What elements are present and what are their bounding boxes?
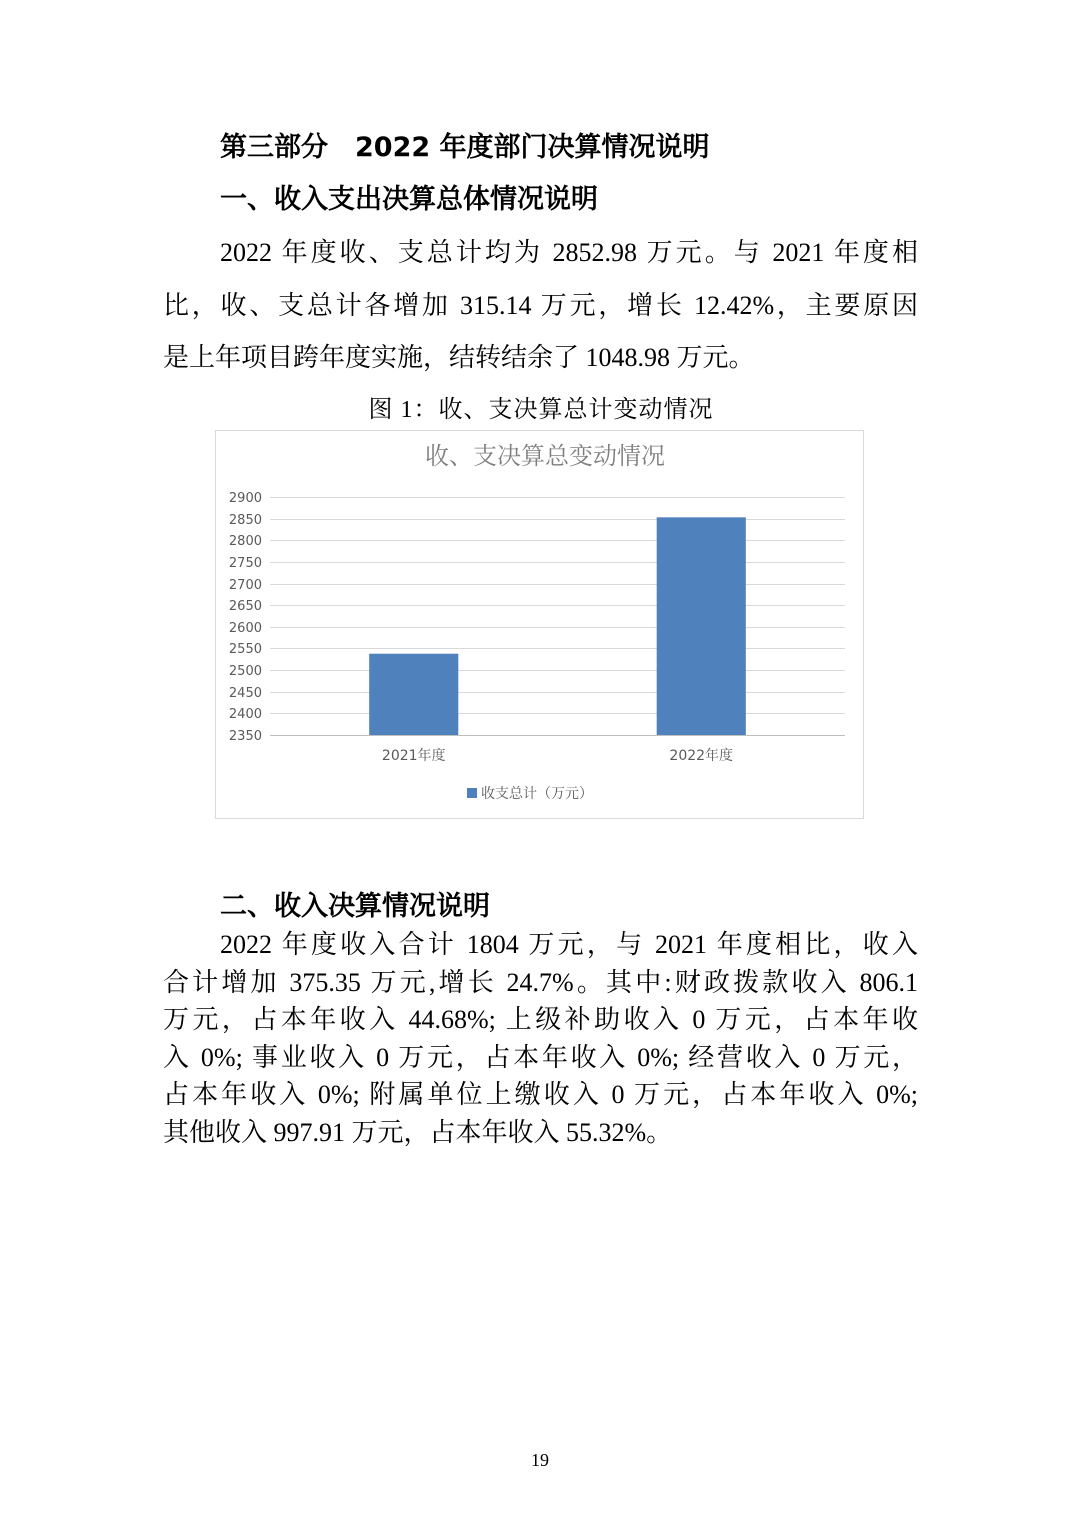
- y-tick-label: 2850: [228, 513, 262, 528]
- paragraph-line: 比，收、支总计各增加 315.14 万元，增长 12.42%，主要原因: [163, 290, 918, 320]
- paragraph-line: 合计增加 375.35 万元,增长 24.7%。其中:财政拨款收入 806.1: [163, 967, 918, 997]
- y-tick-label: 2450: [228, 686, 262, 701]
- part-title: 第三部分 2022 年度部门决算情况说明: [220, 132, 710, 163]
- x-tick-label: 2021年度: [381, 748, 446, 764]
- y-tick-label: 2750: [228, 556, 262, 571]
- y-tick-label: 2650: [228, 599, 262, 614]
- legend-swatch: [467, 788, 477, 798]
- chart-container: [215, 430, 864, 819]
- x-tick-label: 2022年度: [669, 748, 734, 764]
- legend-label: 收支总计（万元）: [481, 786, 593, 802]
- y-tick-label: 2900: [228, 491, 262, 506]
- y-tick-label: 2350: [228, 729, 262, 744]
- paragraph-line: 占本年收入 0%; 附属单位上缴收入 0 万元，占本年收入 0%;: [163, 1080, 918, 1110]
- bar-chart: [215, 430, 864, 819]
- paragraph-line: 2022 年度收入合计 1804 万元，与 2021 年度相比，收入: [220, 930, 918, 959]
- y-tick-label: 2600: [228, 621, 262, 636]
- y-tick-label: 2800: [228, 534, 262, 549]
- section-1-heading: 一、收入支出决算总体情况说明: [220, 184, 598, 215]
- y-tick-label: 2700: [228, 578, 262, 593]
- paragraph-line: 是上年项目跨年度实施，结转结余了 1048.98 万元。: [163, 343, 755, 372]
- paragraph-line: 2022 年度收、支总计均为 2852.98 万元。与 2021 年度相: [220, 238, 918, 267]
- paragraph-line: 万元，占本年收入 44.68%; 上级补助收入 0 万元，占本年收: [163, 1005, 918, 1035]
- section-2-heading: 二、收入决算情况说明: [220, 891, 490, 922]
- y-tick-label: 2550: [228, 642, 262, 657]
- paragraph-line: 其他收入 997.91 万元，占本年收入 55.32%。: [163, 1117, 673, 1147]
- section-2-paragraph: [163, 926, 918, 1152]
- y-tick-label: 2400: [228, 707, 262, 722]
- page-number: 19: [531, 1450, 549, 1470]
- figure-caption: 图 1：收、支决算总计变动情况: [368, 397, 714, 423]
- section-1-paragraph: [163, 227, 918, 385]
- paragraph-line: 入 0%; 事业收入 0 万元，占本年收入 0%; 经营收入 0 万元，: [163, 1042, 918, 1072]
- chart-title: 收、支决算总变动情况: [425, 442, 665, 470]
- bar-2021: [369, 654, 458, 735]
- bar-2022: [657, 517, 746, 735]
- y-tick-label: 2500: [228, 664, 262, 679]
